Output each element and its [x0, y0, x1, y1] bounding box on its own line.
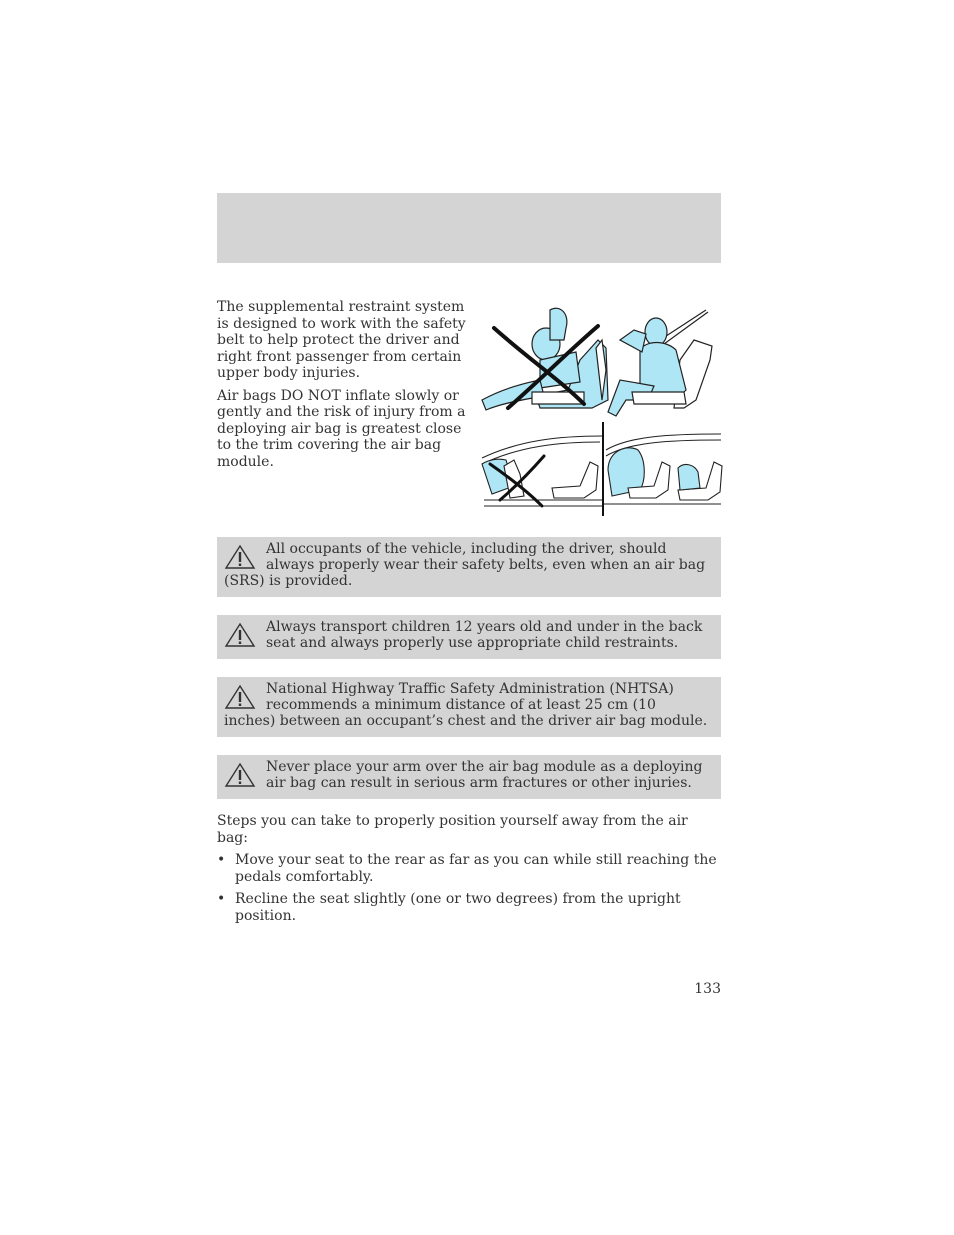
- list-item-text: Recline the seat slightly (one or two degrees) from the upright position.: [235, 891, 681, 924]
- warning-box-children: [217, 615, 721, 659]
- warning-text: Never place your arm over the air bag module as a deploying air bag can result in serious arm fractures or other injuries.: [266, 759, 703, 791]
- warning-triangle-icon: [224, 622, 256, 650]
- warning-box-nhtsa-distance: [217, 677, 721, 737]
- warning-triangle-icon: [224, 684, 256, 712]
- bullet: •: [217, 891, 226, 907]
- warning-triangle-icon: [224, 762, 256, 790]
- warning-text: National Highway Traffic Safety Administration (NHTSA) recommends a minimum distance of at least 25 cm (10 inches) between an occupant’s chest and the driver air bag module.: [224, 681, 708, 729]
- list-item-text: Move your seat to the rear as far as you can while still reaching the pedals comfortably.: [235, 852, 717, 885]
- steps-list: [217, 852, 721, 924]
- bullet: •: [217, 852, 226, 868]
- warning-text: All occupants of the vehicle, including the driver, should always properly wear their safety belts, even when an air bag (SRS) is provided.: [224, 541, 706, 589]
- list-item: [217, 852, 721, 885]
- page-number: 133: [694, 981, 721, 997]
- list-item: [217, 891, 721, 924]
- intro-paragraph-2: Air bags DO NOT inflate slowly or gently and the risk of injury from a deploying air bag is greatest close to the trim covering the air bag module.: [217, 387, 466, 470]
- positioning-steps: [217, 813, 721, 930]
- warning-box-arm-position: [217, 755, 721, 799]
- intro-paragraph-1: The supplemental restraint system is designed to work with the safety belt to help protect the driver and right front passenger from certain upper body injuries.: [217, 299, 466, 381]
- warning-text: Always transport children 12 years old and under in the back seat and always properly use appropriate child restraints.: [266, 619, 703, 651]
- occupant-too-close-figure: [482, 308, 608, 410]
- occupant-correct-figure: [608, 310, 712, 416]
- warning-box-seatbelts: [217, 537, 721, 597]
- intro-text: [217, 299, 475, 476]
- section-header-band: [217, 193, 721, 263]
- steps-intro: Steps you can take to properly position yourself away from the air bag:: [217, 813, 688, 846]
- child-rear-seat-figure: [604, 434, 722, 504]
- airbag-illustration: [480, 300, 723, 518]
- warning-triangle-icon: [224, 544, 256, 572]
